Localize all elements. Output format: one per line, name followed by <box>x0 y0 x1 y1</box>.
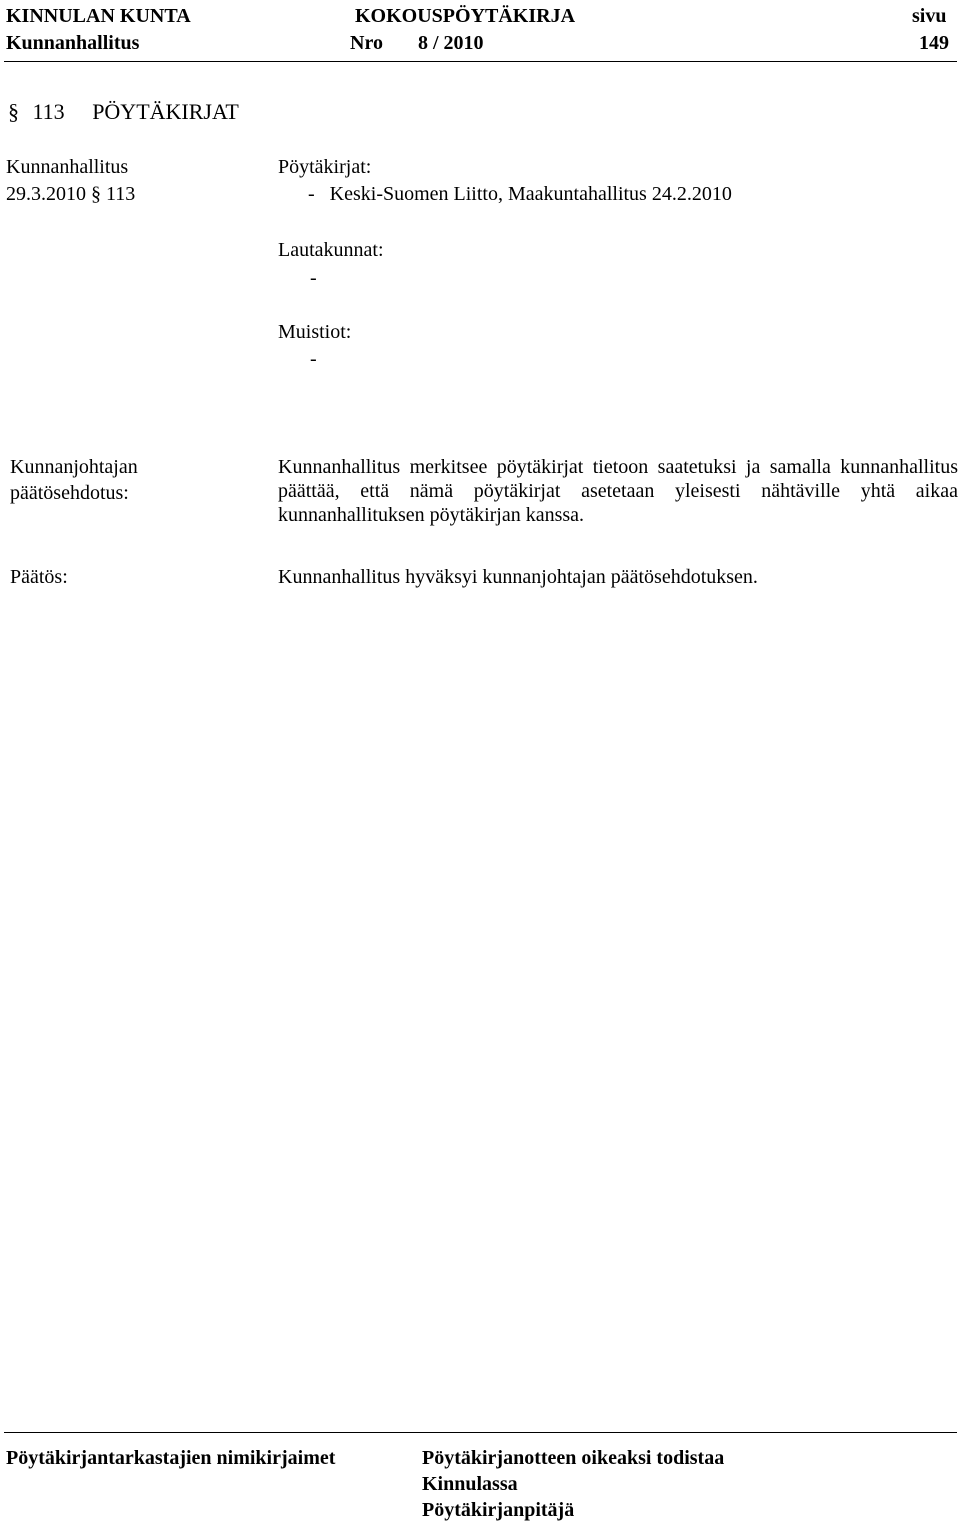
document-type: KOKOUSPÖYTÄKIRJA <box>355 5 576 27</box>
nro-label: Nro <box>350 32 383 54</box>
meta-body: Kunnanhallitus <box>6 156 129 178</box>
footer-secretary: Pöytäkirjanpitäjä <box>422 1499 575 1521</box>
poytakirjat-item: - Keski-Suomen Liitto, Maakuntahallitus 24.2.2010 <box>308 183 732 205</box>
footer-rule <box>4 1432 957 1433</box>
decision-text: Kunnanhallitus hyväksyi kunnanjohtajan päätösehdotuksen. <box>278 566 758 588</box>
org-name: KINNULAN KUNTA <box>6 5 191 27</box>
section-number: 113 <box>32 99 65 124</box>
poytakirjat-heading: Pöytäkirjat: <box>278 156 372 178</box>
proposal-label-line1: Kunnanjohtajan <box>10 456 138 478</box>
meta-date-ref: 29.3.2010 § 113 <box>6 183 136 205</box>
section-title: PÖYTÄKIRJAT <box>92 99 239 124</box>
section-symbol: § <box>8 99 19 124</box>
lautakunnat-item: - <box>310 267 317 289</box>
nro-value: 8 / 2010 <box>418 32 484 54</box>
header-rule <box>4 61 957 62</box>
proposal-text: Kunnanhallitus merkitsee pöytäkirjat tietoon saatetuksi ja samalla kunnanhallitus päättää, että nämä pöytäkirjat asetetaan yleisesti nähtäville yhtä aikaa kunnanhallituksen pöytäkirjan kanssa. <box>278 456 958 526</box>
section-heading <box>8 100 239 124</box>
proposal-label-line2: päätösehdotus: <box>10 482 129 504</box>
header-body: Kunnanhallitus <box>6 32 140 54</box>
muistiot-item: - <box>310 348 317 370</box>
footer-signature-label: Pöytäkirjantarkastajien nimikirjaimet <box>6 1447 336 1469</box>
decision-label: Päätös: <box>10 566 68 588</box>
footer-certification: Pöytäkirjanotteen oikeaksi todistaa <box>422 1447 725 1469</box>
page-number: 149 <box>919 32 949 54</box>
muistiot-heading: Muistiot: <box>278 321 352 343</box>
page-label: sivu <box>912 5 947 27</box>
footer-place: Kinnulassa <box>422 1473 518 1495</box>
lautakunnat-heading: Lautakunnat: <box>278 239 384 261</box>
